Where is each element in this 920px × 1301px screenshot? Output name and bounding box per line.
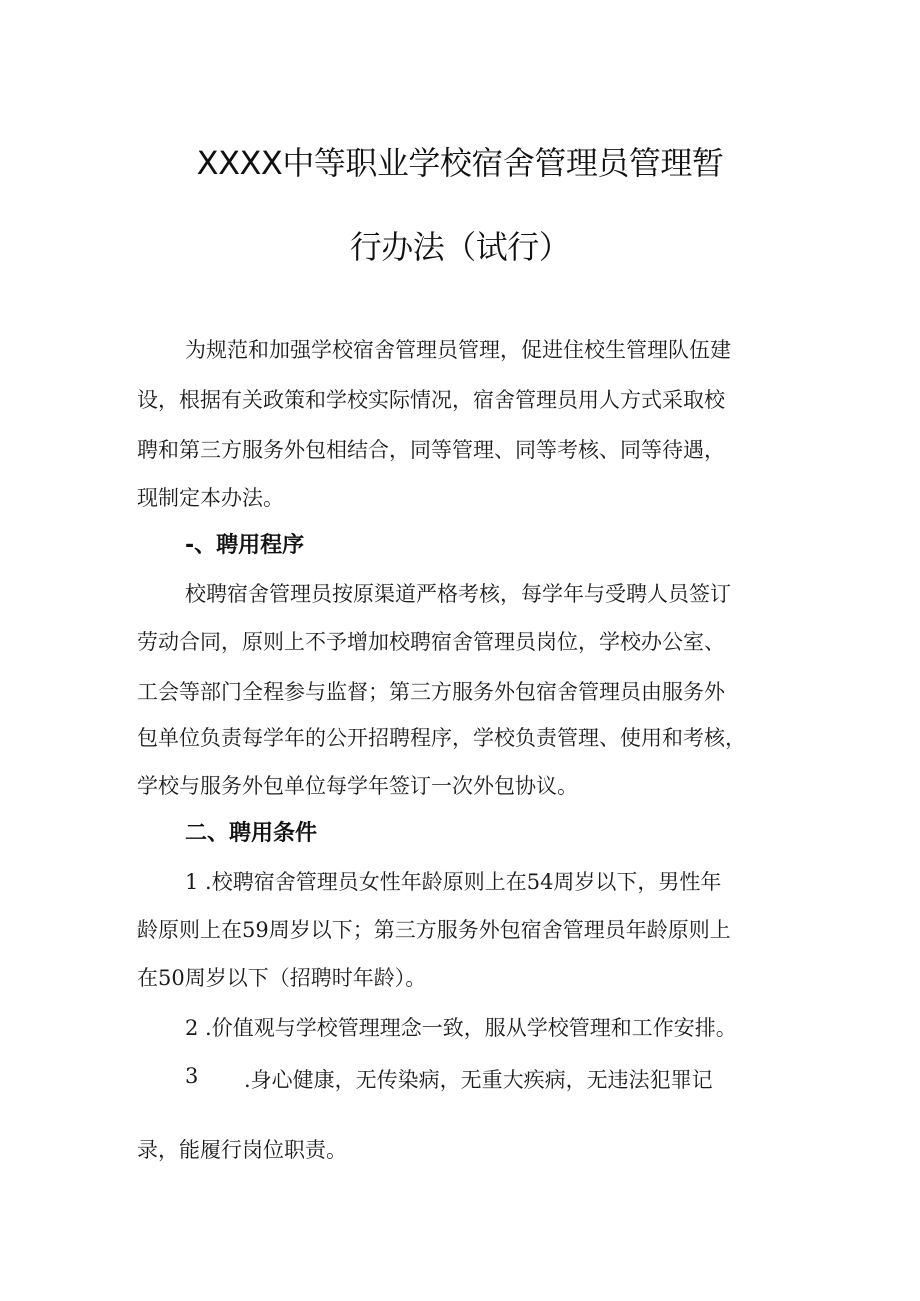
document-title-line-2: 行办法（试行） [349,228,571,266]
condition-item-3-text: .身心健康，无传染病，无重大疾病，无违法犯罪记 [244,1068,713,1092]
section1-line: 劳动合同，原则上不予增加校聘宿舍管理员岗位，学校办公室、 [137,630,725,654]
condition-item-1-line: 在50周岁以下（招聘时年龄）。 [137,966,427,990]
condition-item-1-line: 1 .校聘宿舍管理员女性年龄原则上在54周岁以下，男性年 [185,870,722,894]
section1-line: 包单位负责每学年的公开招聘程序，学校负责管理、使用和考核， [137,726,746,750]
section1-line: 校聘宿舍管理员按原渠道严格考核，每学年与受聘人员签订 [185,582,731,606]
section-heading-recruitment-conditions: 二、聘用条件 [185,821,318,846]
intro-line: 设，根据有关政策和学校实际情况，宿舍管理员用人方式采取校 [137,388,725,412]
intro-line: 聘和第三方服务外包相结合，同等管理、同等考核、同等待遇， [137,438,725,462]
section1-line: 工会等部门全程参与监督；第三方服务外包宿舍管理员由服务外 [137,680,725,704]
intro-line: 现制定本办法。 [137,486,284,510]
intro-line: 为规范和加强学校宿舍管理员管理，促进住校生管理队伍建 [185,338,731,362]
document-title-line-1: XXXX中等职业学校宿舍管理员管理暂 [196,144,724,182]
section-heading-recruitment-procedure: -、聘用程序 [185,533,305,558]
condition-item-3-continuation: 录，能履行岗位职责。 [137,1138,347,1162]
condition-item-3-number: 3 [185,1064,199,1088]
condition-item-1-line: 龄原则上在59周岁以下；第三方服务外包宿舍管理员年龄原则上 [137,918,731,942]
condition-item-2: 2 .价值观与学校管理理念一致，服从学校管理和工作安排。 [185,1016,737,1040]
section1-line: 学校与服务外包单位每学年签订一次外包协议。 [137,774,578,798]
